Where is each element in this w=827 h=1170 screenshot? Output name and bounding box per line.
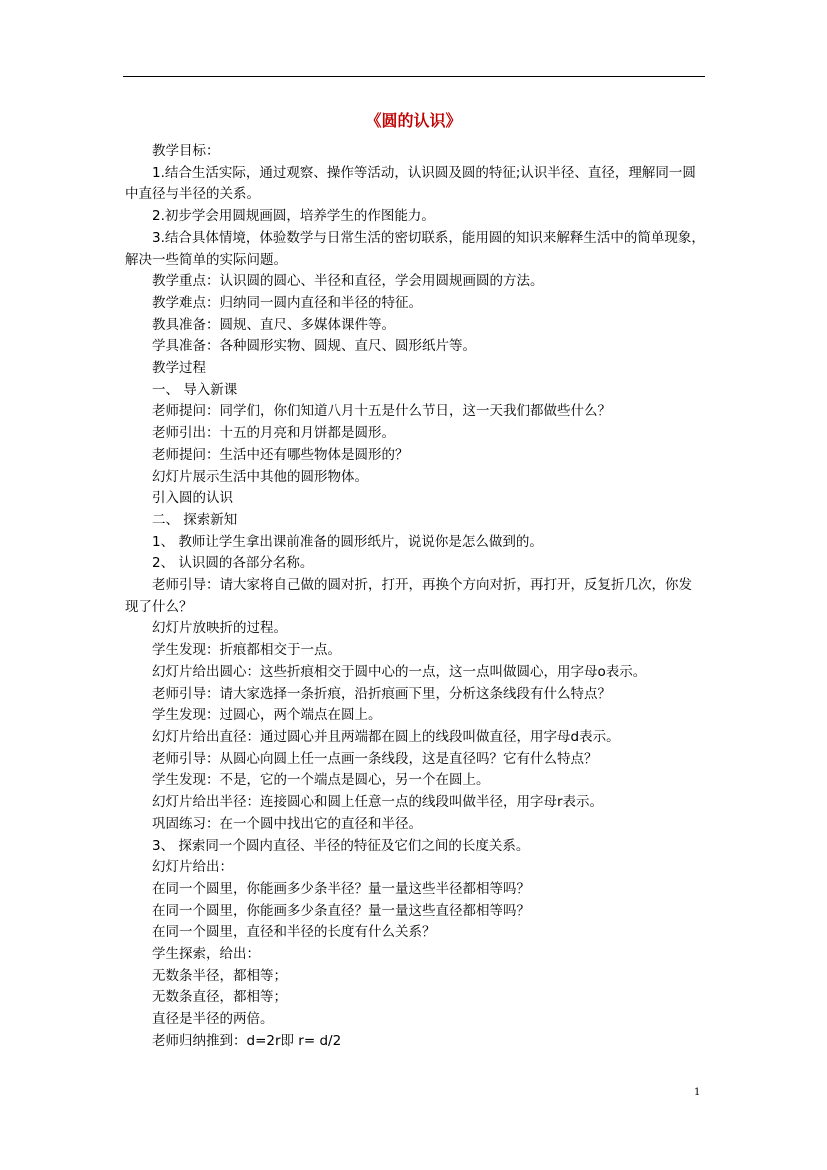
paragraph: 学生探索，给出： xyxy=(152,946,260,963)
paragraph: 无数条半径，都相等； xyxy=(152,967,287,984)
paragraph: 教学目标： xyxy=(152,143,220,159)
paragraph: 幻灯片给出直径：通过圆心并且两端都在圆上的线段叫做直径，用字母d表示。 xyxy=(152,728,620,745)
paragraph: 老师提问：同学们，你们知道八月十五是什么节日，这一天我们都做些什么？ xyxy=(152,403,611,420)
paragraph: 学生发现：折痕都相交于一点。 xyxy=(152,642,341,659)
paragraph: 1.结合生活实际，通过观察、操作等活动，认识圆及圆的特征;认识半径、直径，理解同一圆中直径与半径的关系。 xyxy=(125,164,696,203)
paragraph: 3、 探索同一个圆内直径、半径的特征及它们之间的长度关系。 xyxy=(152,837,530,854)
document-title: 《圆的认识》 xyxy=(365,111,462,130)
paragraph: 巩固练习：在一个圆中找出它的直径和半径。 xyxy=(152,815,422,832)
paragraph: 2.初步学会用圆规画圆，培养学生的作图能力。 xyxy=(152,208,435,225)
paragraph: 2、 认识圆的各部分名称。 xyxy=(152,555,314,572)
paragraph: 幻灯片展示生活中其他的圆形物体。 xyxy=(152,468,368,485)
paragraph: 学生发现：不是，它的一个端点是圆心，另一个在圆上。 xyxy=(152,772,490,789)
paragraph: 无数条直径，都相等； xyxy=(152,989,287,1006)
page-number: 1 xyxy=(694,1087,701,1098)
paragraph: 老师引导：从圆心向圆上任一点画一条线段，这是直径吗？它有什么特点？ xyxy=(152,750,598,767)
paragraph: 教具准备：圆规、直尺、多媒体课件等。 xyxy=(152,316,395,333)
paragraph: 一、 导入新课 xyxy=(152,381,238,398)
paragraph: 学具准备：各种圆形实物、圆规、直尺、圆形纸片等。 xyxy=(152,338,476,355)
paragraph: 学生发现：过圆心，两个端点在圆上。 xyxy=(152,707,382,724)
paragraph: 直径是半径的两倍。 xyxy=(152,1011,274,1028)
document-body xyxy=(125,141,705,1053)
paragraph: 教学重点：认识圆的圆心、半径和直径，学会用圆规画圆的方法。 xyxy=(152,273,544,290)
paragraph: 二、 探索新知 xyxy=(152,511,238,528)
paragraph: 教学难点：归纳同一圆内直径和半径的特征。 xyxy=(152,294,422,311)
paragraph: 幻灯片放映折的过程。 xyxy=(152,620,287,637)
paragraph: 在同一个圆里，你能画多少条直径？量一量这些直径都相等吗？ xyxy=(152,902,530,919)
paragraph: 1、 教师让学生拿出课前准备的圆形纸片，说说你是怎么做到的。 xyxy=(152,533,543,550)
paragraph: 在同一个圆里，直径和半径的长度有什么关系？ xyxy=(152,924,436,941)
paragraph: 老师引导：请大家将自己做的圆对折，打开，再换个方向对折，再打开，反复折几次，你发现了什么？ xyxy=(125,577,692,615)
paragraph: 引入圆的认识 xyxy=(152,490,233,507)
paragraph: 幻灯片给出半径：连接圆心和圆上任意一点的线段叫做半径，用字母r表示。 xyxy=(152,794,604,811)
paragraph: 教学过程 xyxy=(152,360,206,377)
paragraph: 幻灯片给出圆心：这些折痕相交于圆中心的一点，这一点叫做圆心，用字母o表示。 xyxy=(152,663,647,680)
paragraph: 在同一个圆里，你能画多少条半径？量一量这些半径都相等吗？ xyxy=(152,880,530,897)
paragraph: 老师引导：请大家选择一条折痕，沿折痕画下里，分析这条线段有什么特点？ xyxy=(152,685,611,702)
paragraph: 幻灯片给出： xyxy=(152,859,233,876)
paragraph: 老师引出：十五的月亮和月饼都是圆形。 xyxy=(152,425,395,442)
paragraph: 老师归纳推到：d=2r即 r= d/2 xyxy=(152,1032,342,1049)
paragraph: 3.结合具体情境，体验数学与日常生活的密切联系，能用圆的知识来解释生活中的简单现象，解决一些简单的实际问题。 xyxy=(125,229,705,268)
header-rule xyxy=(123,76,705,77)
paragraph: 老师提问：生活中还有哪些物体是圆形的？ xyxy=(152,446,409,463)
